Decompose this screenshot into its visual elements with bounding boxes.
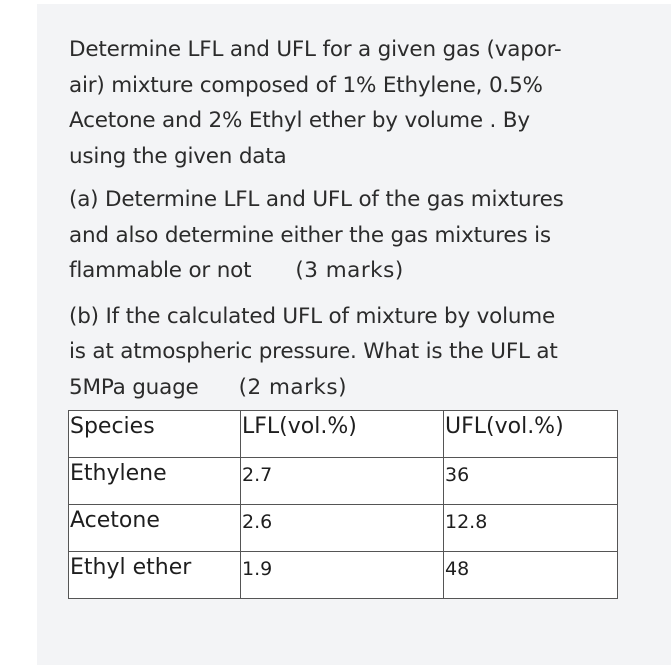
lfl-cell: 2.6 xyxy=(241,505,444,552)
question-intro xyxy=(69,32,617,174)
part-b-line: (b) If the calculated UFL of mixture by volume xyxy=(69,303,556,329)
question-part-b xyxy=(69,299,617,406)
question-part-a xyxy=(69,182,617,289)
species-cell: Ethyl ether xyxy=(69,552,241,599)
ufl-cell: 48 xyxy=(444,552,618,599)
intro-line: using the given data xyxy=(69,143,287,169)
table-header-row xyxy=(69,411,618,458)
intro-line: air) mixture composed of 1% Ethylene, 0.5% xyxy=(69,72,543,98)
header-species: Species xyxy=(69,411,241,458)
lfl-cell: 2.7 xyxy=(241,458,444,505)
table-row xyxy=(69,552,618,599)
lfl-cell: 1.9 xyxy=(241,552,444,599)
data-table xyxy=(68,410,617,598)
part-a-marks: (3 marks) xyxy=(295,258,404,283)
intro-line: Determine LFL and UFL for a given gas (vapor- xyxy=(69,37,562,62)
question-text xyxy=(69,32,617,405)
species-cell: Ethylene xyxy=(69,458,241,505)
part-b-line: is at atmospheric pressure. What is the UFL at xyxy=(69,339,558,364)
part-a-line: flammable or not xyxy=(69,258,252,283)
header-ufl: UFL(vol.%) xyxy=(444,411,618,458)
species-cell: Acetone xyxy=(69,505,241,552)
flammability-table xyxy=(68,410,618,599)
part-b-marks: (2 marks) xyxy=(238,374,347,400)
part-a-line: (a) Determine LFL and UFL of the gas mixtures xyxy=(69,187,564,212)
intro-line: Acetone and 2% Ethyl ether by volume . By xyxy=(69,108,530,133)
table-row xyxy=(69,458,618,505)
table-row xyxy=(69,505,618,552)
part-b-line: 5MPa guage xyxy=(69,374,199,400)
part-a-line: and also determine either the gas mixtures is xyxy=(69,222,551,248)
header-lfl: LFL(vol.%) xyxy=(241,411,444,458)
ufl-cell: 36 xyxy=(444,458,618,505)
ufl-cell: 12.8 xyxy=(444,505,618,552)
